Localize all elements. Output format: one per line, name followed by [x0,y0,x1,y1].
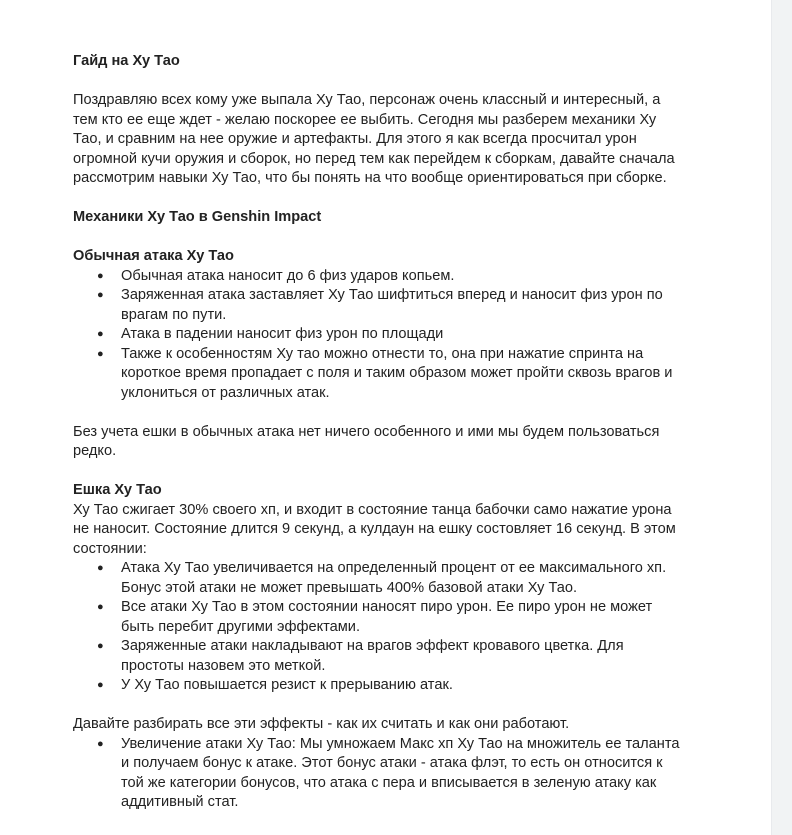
bullet-icon: ● [97,289,104,301]
list-item [73,267,683,287]
list-item-text: Увеличение атаки Ху Тао: Мы умножаем Макс хп Ху Тао на множитель ее таланта и получаем бонус к атаке. Этот бонус атаки - атака флэт, то есть он относится к той же категории бонусов, что атака с пера и вписывается в зеленую атаку как аддитивный стат. [121,735,680,810]
list-item [73,325,683,345]
list-item [73,637,683,676]
list-item-text: Также к особенностям Ху тао можно отнести то, она при нажатие спринта на короткое время пропадает с поля и таким образом может пройти сквозь врагов и уклониться от различных атак. [121,345,673,401]
spacer [73,462,683,482]
skill-heading: Ешка Ху Тао [73,482,162,498]
bullet-icon: ● [97,562,104,574]
document-content[interactable] [73,52,683,813]
list-item [73,345,683,404]
list-item-text: Все атаки Ху Тао в этом состоянии наносят пиро урон. Ее пиро урон не может быть перебит другими эффектами. [121,599,653,635]
list-item-text: Обычная атака наносит до 6 физ ударов копьем. [121,267,455,284]
spacer [73,189,683,209]
intro-paragraph: Поздравляю всех кому уже выпала Ху Тао, персонаж очень классный и интересный, а тем кто ее еще ждет - желаю поскорее ее выбить. Сегодня мы разберем механики Ху Тао, и сравним на нее оружие и артефакты. Для этого я как всегда просчитал урон огромной кучи оружия и сборок, но перед тем как перейдем к сборкам, давайте сначала рассмотрим навыки Ху Тао, что бы понять на что вообще ориентироваться при сборке. [73,92,675,186]
list-item-text: Заряженная атака заставляет Ху Тао шифтиться вперед и наносит физ урон по врагам по пути. [121,287,663,323]
skill-description: Ху Тао сжигает 30% своего хп, и входит в состояние танца бабочки само нажатие урона не наносит. Состояние длится 9 секунд, а кулдаун на ешку состовляет 16 секунд. В этом состоянии: [73,501,676,557]
normal-attack-list [73,267,683,404]
spacer [73,403,683,423]
bullet-icon: ● [97,328,104,340]
mechanics-heading: Механики Ху Тао в Genshin Impact [73,209,322,225]
bullet-icon: ● [97,347,104,360]
effects-intro: Давайте разбирать все эти эффекты - как их считать и как они работают. [73,716,570,732]
effects-list [73,735,683,813]
spacer [73,228,683,248]
document-title: Гайд на Ху Тао [73,53,180,69]
spacer [73,72,683,92]
list-item-text: У Ху Тао повышается резист к прерыванию атак. [121,677,453,693]
list-item [73,676,683,696]
list-item [73,286,683,325]
scrollbar-track[interactable] [771,0,792,835]
bullet-icon: ● [97,737,104,750]
normal-attack-conclusion: Без учета ешки в обычных атака нет ничего особенного и ими мы будем пользоваться редко. [73,423,660,459]
bullet-icon: ● [97,269,104,282]
list-item [73,735,683,813]
list-item-text: Атака Ху Тао увеличивается на определенный процент от ее максимального хп. Бонус этой атаки не может превышать 400% базовой атаки Ху Тао. [121,560,667,596]
list-item-text: Заряженные атаки накладывают на врагов эффект кровавого цветка. Для простоты назовем это меткой. [121,638,624,674]
list-item [73,598,683,637]
bullet-icon: ● [97,679,104,691]
spacer [73,696,683,716]
bullet-icon: ● [97,640,104,652]
bullet-icon: ● [97,601,104,613]
normal-attack-heading: Обычная атака Ху Тао [73,248,234,264]
list-item-text: Атака в падении наносит физ урон по площади [121,326,444,342]
skill-effects-list [73,559,683,696]
list-item [73,559,683,598]
